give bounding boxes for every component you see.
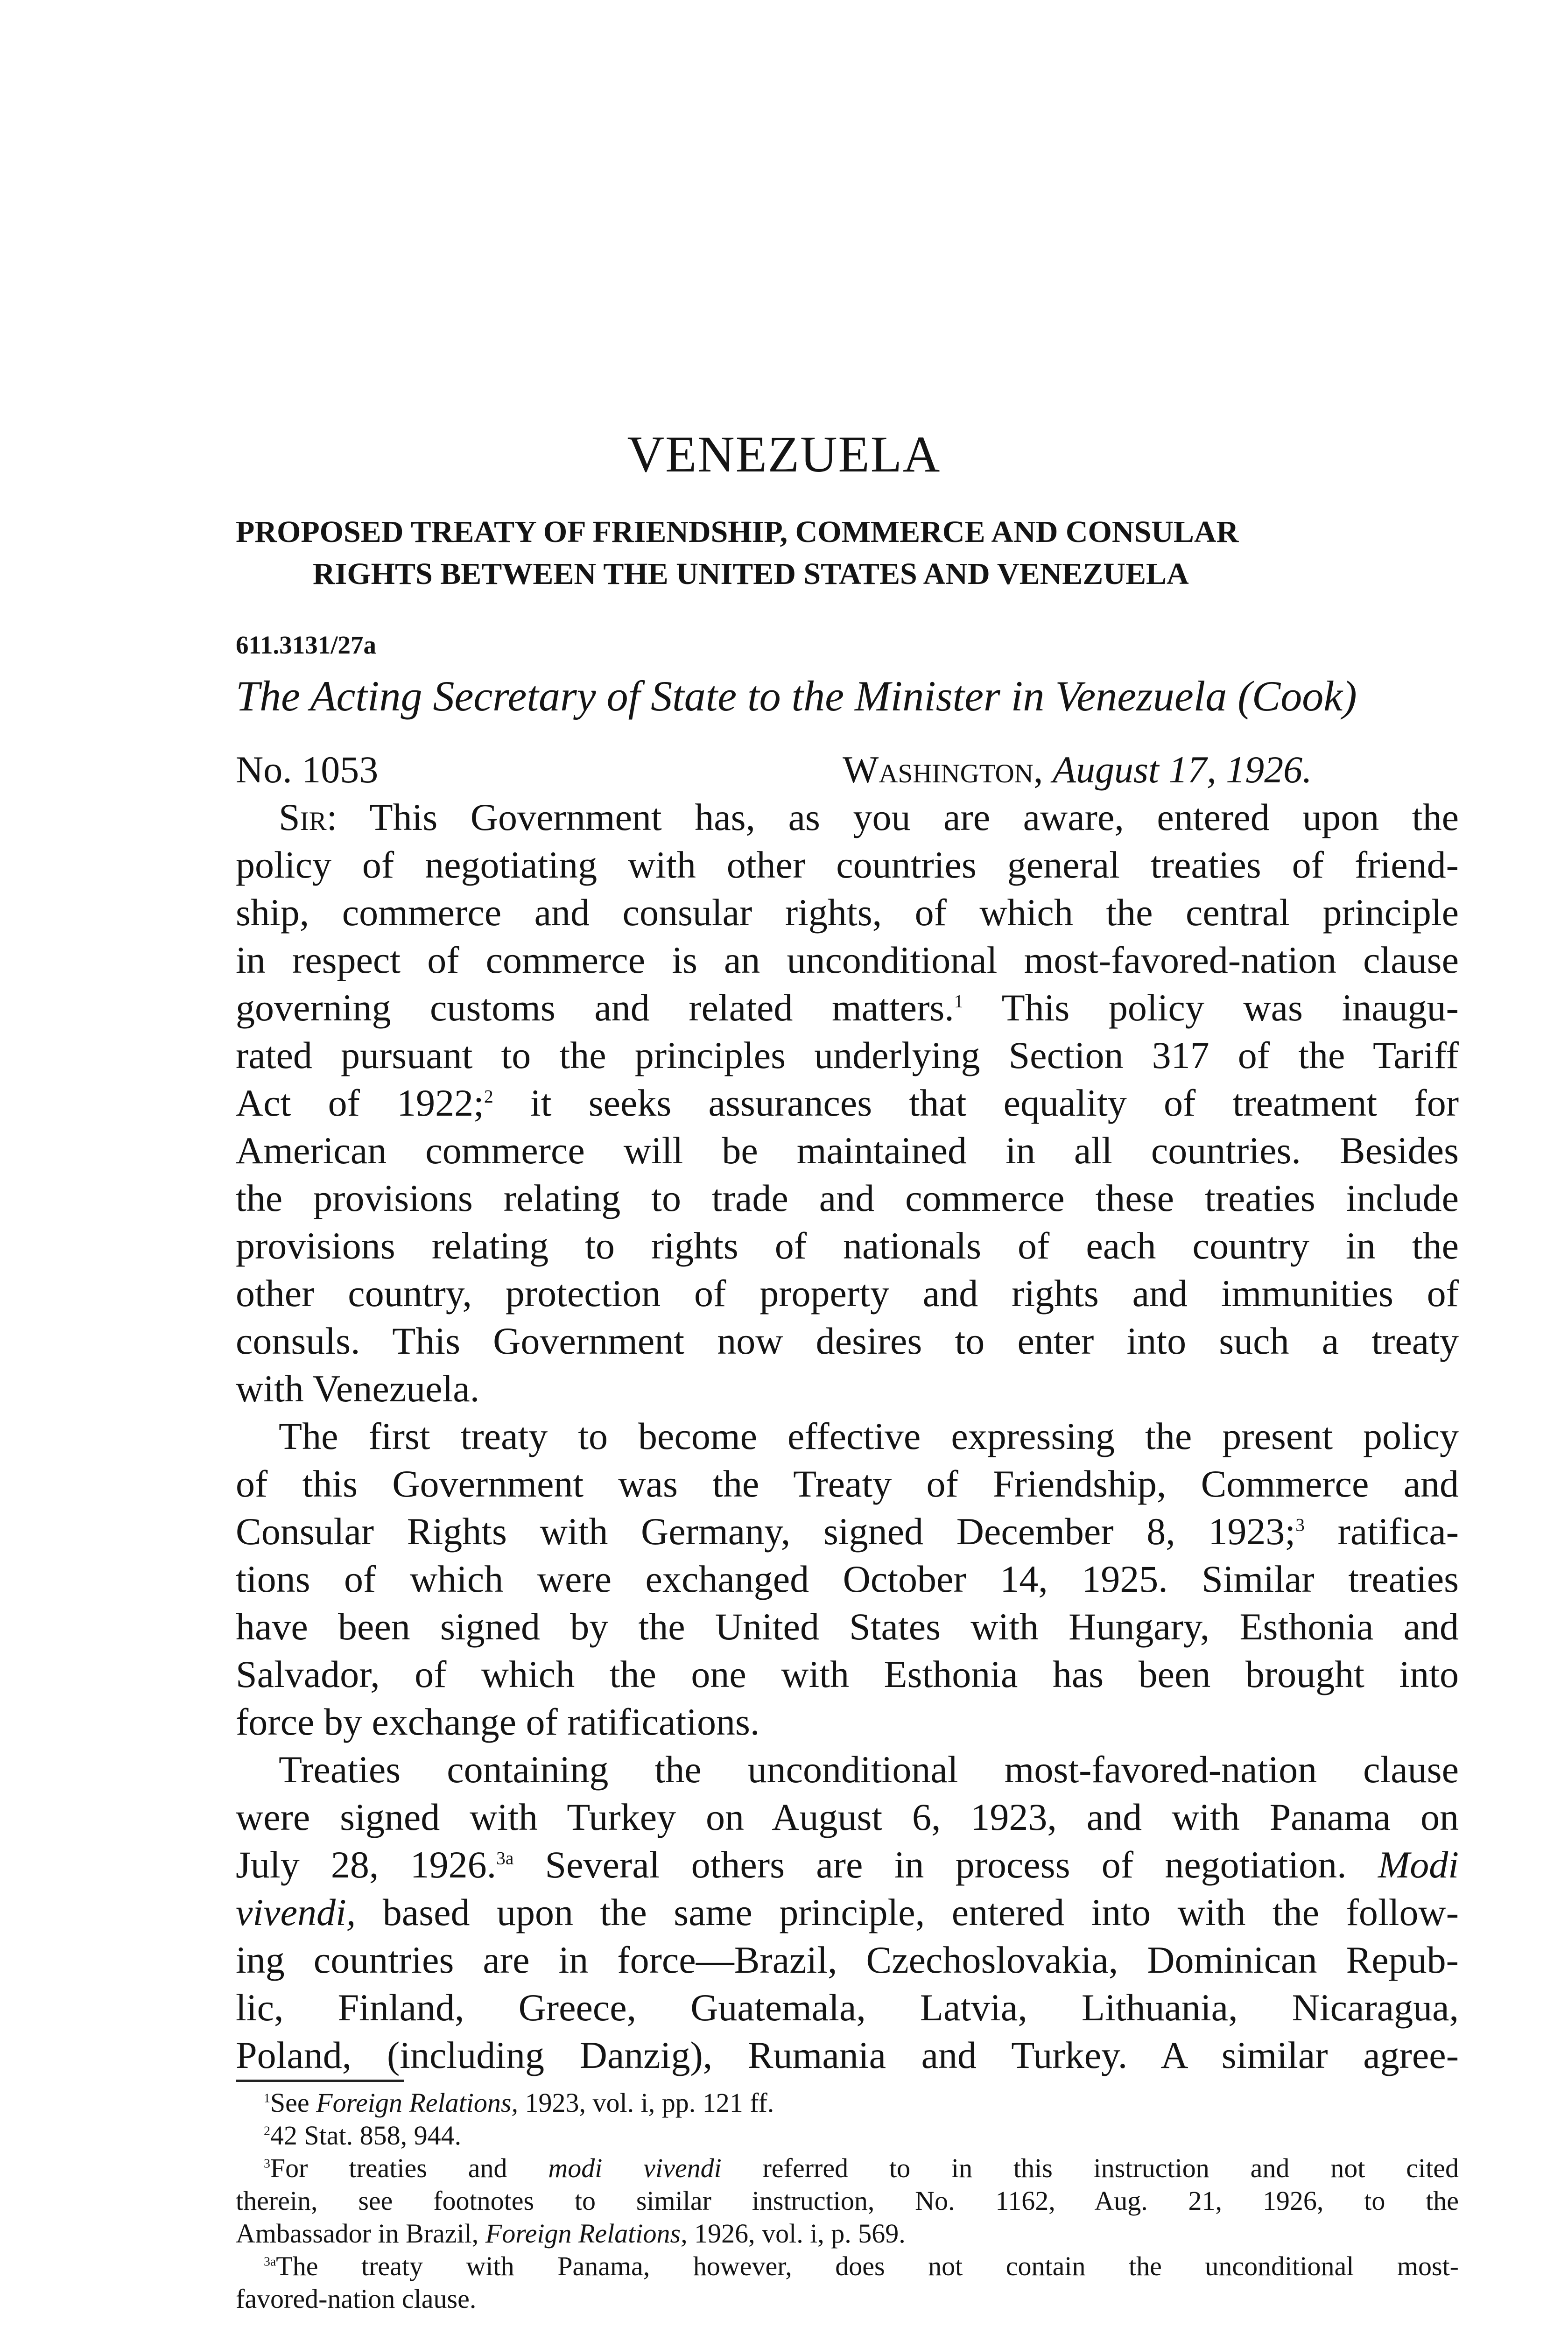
body-line-text: Act of 1922; (236, 1082, 484, 1124)
file-number: 611.3131/27a (236, 631, 376, 659)
footnote-3-line (236, 2217, 1459, 2250)
body-line: force by exchange of ratifications. (236, 1701, 760, 1743)
body-line: provisions relating to rights of nationals of each country in the (236, 1224, 1459, 1267)
footnote-text: The treaty with Panama, however, does not contain the unconditional most- (276, 2251, 1459, 2281)
body-line-italic: vivendi, (236, 1891, 356, 1933)
body-line: The first treaty to become effective expressing the present policy (279, 1415, 1459, 1457)
body-line: Treaties containing the unconditional most-favored-nation clause (279, 1748, 1459, 1791)
body-line-text: July 28, 1926. (236, 1843, 497, 1886)
footnote-1 (236, 2087, 1459, 2119)
body-line (236, 1889, 1459, 1936)
footnote-mark: 3a (264, 2254, 276, 2269)
page-title: VENEZUELA (627, 426, 941, 483)
footnote-3a-line: favored-nation clause. (236, 2284, 477, 2314)
subtitle-line-2: RIGHTS BETWEEN THE UNITED STATES AND VENEZUELA (313, 557, 1189, 591)
footnote-italic: modi vivendi (548, 2153, 722, 2183)
body-line: the provisions relating to trade and commerce these treaties include (236, 1177, 1459, 1219)
footnote-italic: Foreign Relations, (316, 2088, 518, 2118)
footnote-text: 42 Stat. 858, 944. (270, 2120, 462, 2151)
body-line-text: This Government has, as you are aware, entered upon the (369, 796, 1459, 838)
dispatch-date: August 17, 1926. (1052, 748, 1312, 791)
body-line: other country, protection of property and rights and immunities of (236, 1272, 1459, 1315)
body-line: Poland, (including Danzig), Rumania and Turkey. A similar agree- (236, 2034, 1459, 2076)
body-line-text: it seeks assurances that equality of treatment for (530, 1082, 1459, 1124)
footnote-ref[interactable]: 2 (484, 1086, 493, 1107)
footnote-text: For treaties and (270, 2153, 548, 2183)
body-line (236, 1079, 1459, 1127)
footnote-ref[interactable]: 3a (496, 1848, 514, 1869)
body-line (236, 1508, 1459, 1555)
footnote-text: 1923, vol. i, pp. 121 ff. (518, 2088, 774, 2118)
body-line: American commerce will be maintained in all countries. Besides (236, 1129, 1459, 1172)
body-line-text: This policy was inaugu- (1001, 986, 1459, 1029)
body-line: tions of which were exchanged October 14, 1925. Similar treaties (236, 1558, 1459, 1600)
body-line-text: ratifica- (1337, 1510, 1459, 1553)
footnote-text: referred to in this instruction and not cited (721, 2153, 1459, 2183)
footnote-ref[interactable]: 1 (954, 991, 963, 1012)
footnote-italic: Foreign Relations, (485, 2218, 688, 2249)
body-line (236, 984, 1459, 1032)
footnote-ref[interactable]: 3 (1295, 1514, 1305, 1535)
body-line: lic, Finland, Greece, Guatemala, Latvia, Lithuania, Nicaragua, (236, 1986, 1459, 2029)
body-text (236, 794, 1459, 2079)
footnote-text: See (270, 2088, 316, 2118)
body-line: consuls. This Government now desires to enter into such a treaty (236, 1320, 1459, 1362)
footnote-mark: 1 (264, 2091, 270, 2106)
document-subtitle (236, 511, 1473, 595)
body-line: Salvador, of which the one with Esthonia has been brought into (236, 1653, 1459, 1695)
body-line: have been signed by the United States with Hungary, Esthonia and (236, 1605, 1459, 1648)
subtitle-line-1: PROPOSED TREATY OF FRIENDSHIP, COMMERCE AND CONSULAR (236, 515, 1239, 549)
dispatch-number: No. 1053 (236, 748, 379, 791)
footnote-divider (236, 2080, 404, 2082)
footnote-mark: 3 (264, 2156, 270, 2171)
salutation: Sir: (279, 796, 338, 838)
body-line (236, 1841, 1459, 1889)
body-line-text: Several others are in process of negotiation. (545, 1843, 1347, 1886)
body-line: with Venezuela. (236, 1367, 480, 1410)
footnote-text: Ambassador in Brazil, (236, 2218, 485, 2249)
dispatch-place-date (843, 748, 1312, 792)
body-line: were signed with Turkey on August 6, 1923, and with Panama on (236, 1796, 1459, 1838)
dispatch-place: Washington, (843, 748, 1043, 791)
body-line: of this Government was the Treaty of Friendship, Commerce and (236, 1462, 1459, 1505)
dispatch-line (236, 748, 1312, 792)
body-line: policy of negotiating with other countries general treaties of friend- (236, 844, 1459, 886)
footnote-text: 1926, vol. i, p. 569. (687, 2218, 906, 2249)
footnote-3 (236, 2152, 1459, 2185)
footnote-2 (236, 2119, 1459, 2152)
footnotes (236, 2087, 1459, 2315)
document-heading: The Acting Secretary of State to the Minister in Venezuela (Cook) (236, 672, 1357, 720)
body-line-text: governing customs and related matters. (236, 986, 954, 1029)
footnote-3-line: therein, see footnotes to similar instruction, No. 1162, Aug. 21, 1926, to the (236, 2186, 1459, 2216)
body-line: rated pursuant to the principles underlying Section 317 of the Tariff (236, 1034, 1459, 1076)
body-line-text: Consular Rights with Germany, signed December 8, 1923; (236, 1510, 1296, 1553)
body-line: in respect of commerce is an unconditional most-favored-nation clause (236, 939, 1459, 981)
body-line-italic: Modi (1378, 1843, 1459, 1886)
body-line (236, 794, 1459, 841)
footnote-mark: 2 (264, 2123, 270, 2138)
body-line: ship, commerce and consular rights, of which the central principle (236, 891, 1459, 934)
footnote-3a (236, 2250, 1459, 2283)
body-line: ing countries are in force—Brazil, Czechoslovakia, Dominican Repub- (236, 1939, 1459, 1981)
body-line-text: based upon the same principle, entered into with the follow- (382, 1891, 1459, 1933)
